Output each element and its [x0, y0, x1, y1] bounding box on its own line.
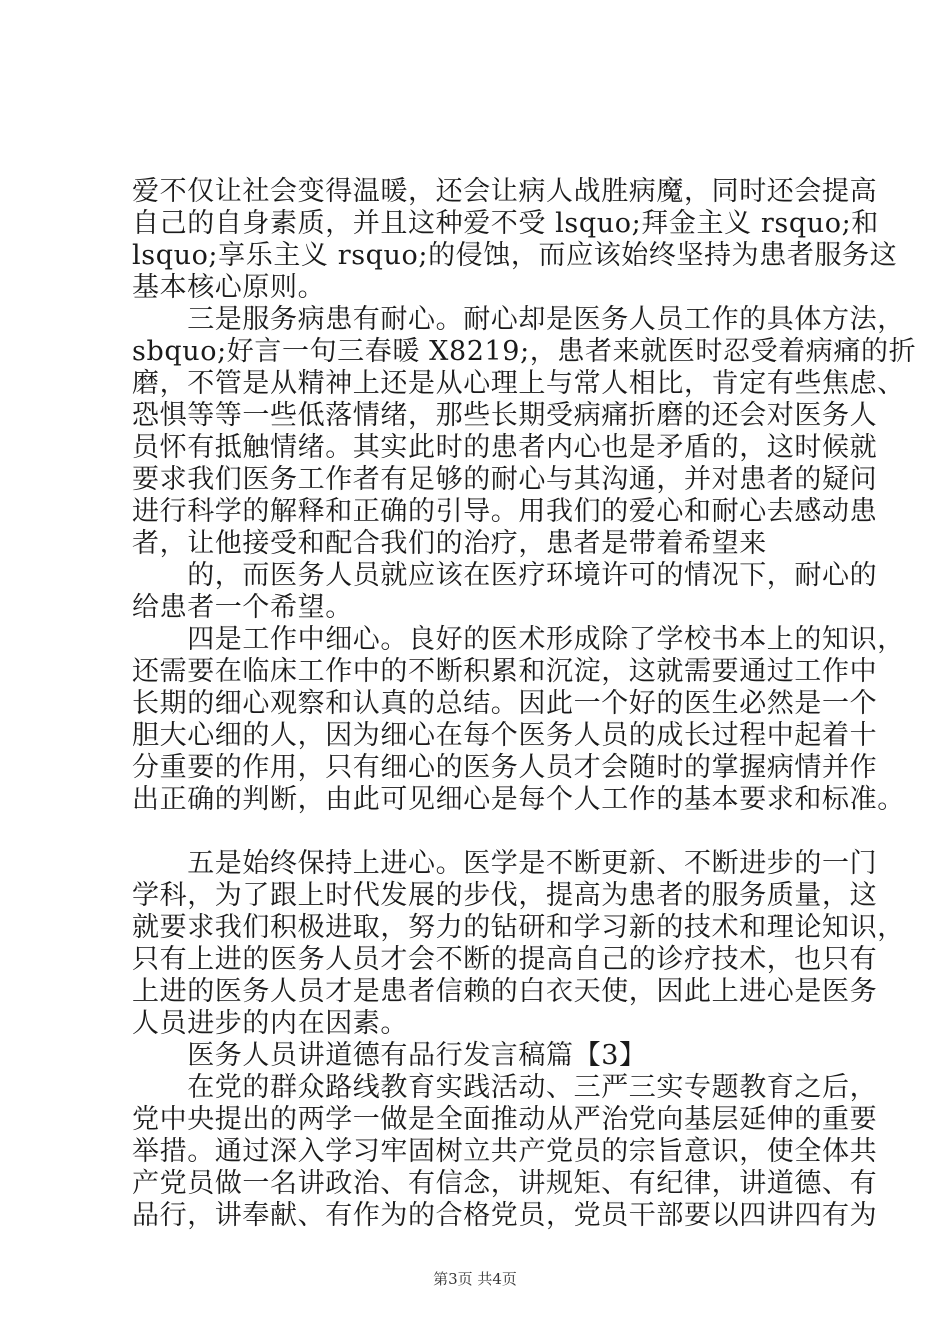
text-line: 举措。通过深入学习牢固树立共产党员的宗旨意识，使全体共 [132, 1136, 878, 1167]
text-line: 在党的群众路线教育实践活动、三严三实专题教育之后， [132, 1072, 878, 1103]
text-line: 磨，不管是从精神上还是从心理上与常人相比，肯定有些焦虑、 [132, 368, 905, 399]
text-line: sbquo;好言一句三春暖 X8219;，患者来就医时忍受着病痛的折 [132, 336, 917, 367]
text-line: 党中央提出的两学一做是全面推动从严治党向基层延伸的重要 [132, 1104, 878, 1135]
text-line: 学科，为了跟上时代发展的步伐，提高为患者的服务质量，这 [132, 880, 878, 911]
page-number-footer: 第3页 共4页 [433, 1270, 517, 1288]
text-line: 自己的自身素质，并且这种爱不受 lsquo;拜金主义 rsquo;和 [132, 208, 879, 239]
text-line: 就要求我们积极进取，努力的钻研和学习新的技术和理论知识， [132, 912, 905, 943]
text-line: 的，而医务人员就应该在医疗环境许可的情况下，耐心的 [132, 560, 878, 591]
text-line: 基本核心原则。 [132, 272, 326, 303]
text-line: 只有上进的医务人员才会不断的提高自己的诊疗技术，也只有 [132, 944, 878, 975]
text-line: 还需要在临床工作中的不断积累和沉淀，这就需要通过工作中 [132, 656, 878, 687]
text-line: lsquo;享乐主义 rsquo;的侵蚀，而应该始终坚持为患者服务这 [132, 240, 898, 271]
text-line: 长期的细心观察和认真的总结。因此一个好的医生必然是一个 [132, 688, 878, 719]
text-line: 上进的医务人员才是患者信赖的白衣天使，因此上进心是医务 [132, 976, 878, 1007]
text-line: 四是工作中细心。良好的医术形成除了学校书本上的知识， [132, 624, 905, 655]
section-heading: 医务人员讲道德有品行发言稿篇【3】 [132, 1040, 647, 1071]
text-line: 品行，讲奉献、有作为的合格党员，党员干部要以四讲四有为 [132, 1200, 878, 1231]
text-line: 出正确的判断，由此可见细心是每个人工作的基本要求和标准。 [132, 784, 905, 815]
text-line: 员怀有抵触情绪。其实此时的患者内心也是矛盾的，这时候就 [132, 432, 878, 463]
text-line: 爱不仅让社会变得温暖，还会让病人战胜病魔，同时还会提高 [132, 176, 878, 207]
text-line: 胆大心细的人，因为细心在每个医务人员的成长过程中起着十 [132, 720, 878, 751]
text-line: 者，让他接受和配合我们的治疗，患者是带着希望来 [132, 528, 767, 559]
text-line: 分重要的作用，只有细心的医务人员才会随时的掌握病情并作 [132, 752, 878, 783]
text-line: 五是始终保持上进心。医学是不断更新、不断进步的一门 [132, 848, 878, 879]
text-line: 产党员做一名讲政治、有信念，讲规矩、有纪律，讲道德、有 [132, 1168, 878, 1199]
text-line: 三是服务病患有耐心。耐心却是医务人员工作的具体方法， [132, 304, 905, 335]
text-line: 要求我们医务工作者有足够的耐心与其沟通，并对患者的疑问 [132, 464, 878, 495]
text-line: 给患者一个希望。 [132, 592, 353, 623]
text-line: 进行科学的解释和正确的引导。用我们的爱心和耐心去感动患 [132, 496, 878, 527]
text-line: 人员进步的内在因素。 [132, 1008, 408, 1039]
text-line: 恐惧等等一些低落情绪，那些长期受病痛折磨的还会对医务人 [132, 400, 878, 431]
